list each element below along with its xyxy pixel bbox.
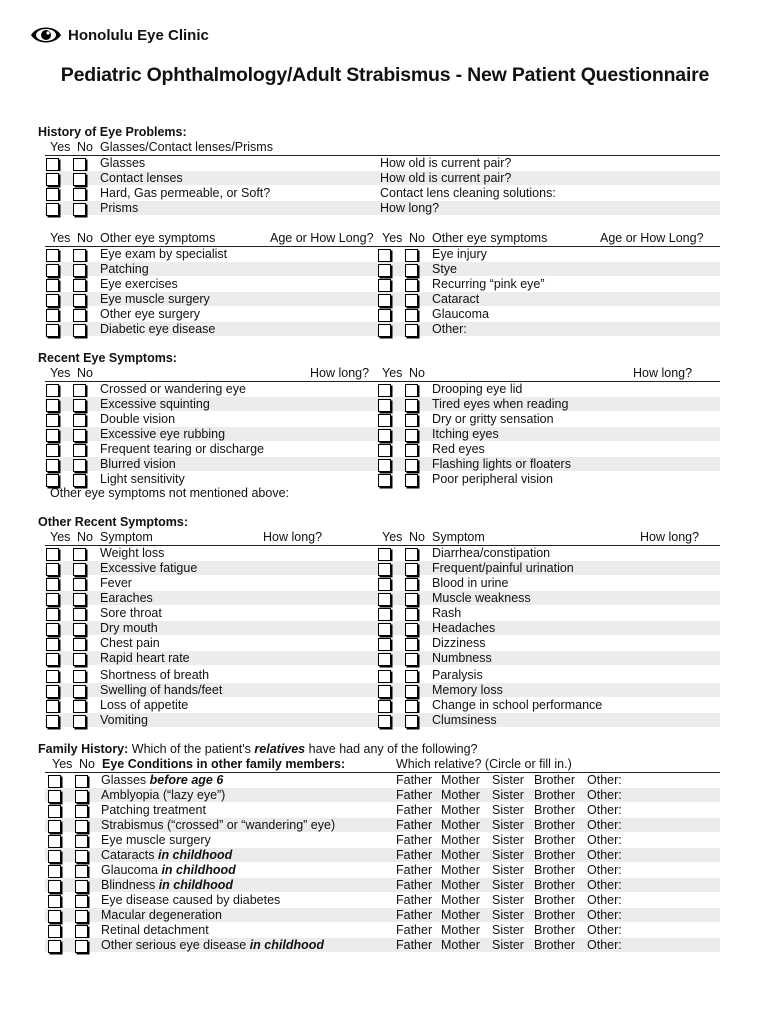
other-left-1-yes-checkbox[interactable]	[46, 563, 59, 576]
other-right-9-no-checkbox[interactable]	[405, 685, 418, 698]
relative-option[interactable]: Other:	[587, 848, 622, 862]
history-heading: History of Eye Problems:	[38, 125, 187, 139]
relative-option[interactable]: Brother	[534, 863, 575, 877]
family-condition-label: Eye disease caused by diabetes	[101, 893, 281, 907]
eye-symptom-left-1-no-checkbox[interactable]	[73, 264, 86, 277]
recent-symptom-label: Excessive eye rubbing	[100, 427, 226, 441]
other-left-10-yes-checkbox[interactable]	[46, 700, 59, 713]
history-0-yes-checkbox[interactable]	[46, 158, 59, 171]
family-11-no-checkbox[interactable]	[75, 940, 88, 953]
recent-heading: Recent Eye Symptoms:	[38, 351, 177, 365]
other-symptom-label: Frequent/painful urination	[432, 561, 574, 575]
eye-symptom-left-1-yes-checkbox[interactable]	[46, 264, 59, 277]
relative-option[interactable]: Father	[396, 788, 433, 802]
other-symptom-label: Vomiting	[100, 713, 148, 727]
family-1-yes-checkbox[interactable]	[48, 790, 61, 803]
yes-label: Yes	[382, 366, 403, 380]
other-right-0-no-checkbox[interactable]	[405, 548, 418, 561]
other-recent-heading: Other Recent Symptoms:	[38, 515, 189, 529]
family-condition-label: Glaucoma in childhood	[101, 863, 236, 877]
other-left-9-yes-checkbox[interactable]	[46, 685, 59, 698]
family-condition-label: Amblyopia (“lazy eye”)	[101, 788, 226, 802]
eye-symptom-right-1-no-checkbox[interactable]	[405, 264, 418, 277]
other-right-3-no-checkbox[interactable]	[405, 593, 418, 606]
relative-option[interactable]: Other:	[587, 863, 622, 877]
recent-symptom-label: Crossed or wandering eye	[100, 382, 246, 396]
recent-symptom-label: Drooping eye lid	[432, 382, 523, 396]
relative-option[interactable]: Mother	[441, 908, 480, 922]
eye-symptom-left-2-yes-checkbox[interactable]	[46, 279, 59, 292]
family-condition-label: Patching treatment	[101, 803, 206, 817]
recent-right-2-yes-checkbox[interactable]	[378, 414, 391, 427]
history-0-no-checkbox[interactable]	[73, 158, 86, 171]
other-right-1-yes-checkbox[interactable]	[378, 563, 391, 576]
recent-left-4-yes-checkbox[interactable]	[46, 444, 59, 457]
recent-right-5-no-checkbox[interactable]	[405, 459, 418, 472]
eye-symptom-right-3-no-checkbox[interactable]	[405, 294, 418, 307]
how-long-header: How long?	[633, 366, 693, 380]
other-symptoms-header: Other eye symptoms	[432, 231, 548, 245]
relative-option[interactable]: Other:	[587, 923, 622, 937]
other-right-6-no-checkbox[interactable]	[405, 638, 418, 651]
relative-option[interactable]: Father	[396, 803, 433, 817]
recent-right-0-no-checkbox[interactable]	[405, 384, 418, 397]
eye-symptom-right-5-no-checkbox[interactable]	[405, 324, 418, 337]
family-condition-label: Strabismus (“crossed” or “wandering” eye)	[101, 818, 336, 832]
family-4-no-checkbox[interactable]	[75, 835, 88, 848]
relative-option[interactable]: Other:	[587, 878, 622, 892]
no-label: No	[409, 366, 425, 380]
eye-symptom-label: Other eye surgery	[100, 307, 201, 321]
age-how-long-header: Age or How Long?	[600, 231, 704, 245]
eye-symptom-label: Glaucoma	[432, 307, 489, 321]
recent-symptom-label: Double vision	[100, 412, 176, 426]
eye-symptom-left-0-yes-checkbox[interactable]	[46, 249, 59, 262]
other-right-6-yes-checkbox[interactable]	[378, 638, 391, 651]
symptom-header: Symptom	[100, 530, 153, 544]
other-right-0-yes-checkbox[interactable]	[378, 548, 391, 561]
recent-right-0-yes-checkbox[interactable]	[378, 384, 391, 397]
age-how-long-header: Age or How Long?	[270, 231, 374, 245]
family-7-yes-checkbox[interactable]	[48, 880, 61, 893]
recent-left-2-yes-checkbox[interactable]	[46, 414, 59, 427]
other-symptom-label: Paralysis	[432, 668, 483, 682]
relative-option[interactable]: Father	[396, 893, 433, 907]
page-title: Pediatric Ophthalmology/Adult Strabismus - New Patient Questionnaire	[60, 64, 710, 86]
recent-left-1-yes-checkbox[interactable]	[46, 399, 59, 412]
family-6-no-checkbox[interactable]	[75, 865, 88, 878]
history-item-label: Prisms	[100, 201, 139, 215]
relative-option[interactable]: Other:	[587, 788, 622, 802]
recent-left-5-yes-checkbox[interactable]	[46, 459, 59, 472]
yes-label: Yes	[382, 231, 403, 245]
recent-symptom-label: Tired eyes when reading	[432, 397, 569, 411]
other-symptom-label: Muscle weakness	[432, 591, 531, 605]
recent-right-3-no-checkbox[interactable]	[405, 429, 418, 442]
family-condition-label: Retinal detachment	[101, 923, 209, 937]
eye-symptom-label: Other:	[432, 322, 467, 336]
other-left-8-yes-checkbox[interactable]	[46, 670, 59, 683]
relative-option[interactable]: Other:	[587, 893, 622, 907]
other-right-8-yes-checkbox[interactable]	[378, 670, 391, 683]
other-right-1-no-checkbox[interactable]	[405, 563, 418, 576]
family-0-yes-checkbox[interactable]	[48, 775, 61, 788]
no-label: No	[79, 757, 95, 771]
relative-option[interactable]: Mother	[441, 818, 480, 832]
relative-option[interactable]: Sister	[492, 773, 524, 787]
eye-symptom-left-4-no-checkbox[interactable]	[73, 309, 86, 322]
relative-option[interactable]: Other:	[587, 908, 622, 922]
family-condition-label: Cataracts in childhood	[101, 848, 233, 862]
family-condition-label: Eye muscle surgery	[101, 833, 211, 847]
family-question: Family History: Which of the patient's relatives have had any of the following?	[38, 742, 478, 756]
relative-option[interactable]: Mother	[441, 833, 480, 847]
no-label: No	[77, 366, 93, 380]
recent-left-0-no-checkbox[interactable]	[73, 384, 86, 397]
relative-header: Which relative? (Circle or fill in.)	[396, 757, 572, 771]
eye-symptom-left-2-no-checkbox[interactable]	[73, 279, 86, 292]
history-item-note: How long?	[380, 201, 440, 215]
other-left-11-no-checkbox[interactable]	[73, 715, 86, 728]
family-5-yes-checkbox[interactable]	[48, 850, 61, 863]
other-symptom-label: Dry mouth	[100, 621, 158, 635]
family-3-yes-checkbox[interactable]	[48, 820, 61, 833]
eye-symptom-left-3-yes-checkbox[interactable]	[46, 294, 59, 307]
recent-symptom-label: Flashing lights or floaters	[432, 457, 571, 471]
family-11-yes-checkbox[interactable]	[48, 940, 61, 953]
relative-option[interactable]: Sister	[492, 833, 524, 847]
relative-option[interactable]: Mother	[441, 788, 480, 802]
eye-symptom-right-0-yes-checkbox[interactable]	[378, 249, 391, 262]
recent-symptom-label: Dry or gritty sensation	[432, 412, 554, 426]
recent-right-3-yes-checkbox[interactable]	[378, 429, 391, 442]
other-right-4-no-checkbox[interactable]	[405, 608, 418, 621]
family-condition-label: Glasses before age 6	[101, 773, 224, 787]
relative-option[interactable]: Brother	[534, 878, 575, 892]
eye-symptom-label: Patching	[100, 262, 149, 276]
recent-symptom-label: Frequent tearing or discharge	[100, 442, 264, 456]
other-right-4-yes-checkbox[interactable]	[378, 608, 391, 621]
relative-option[interactable]: Mother	[441, 923, 480, 937]
no-label: No	[77, 530, 93, 544]
history-item-label: Contact lenses	[100, 171, 183, 185]
family-2-yes-checkbox[interactable]	[48, 805, 61, 818]
other-right-10-yes-checkbox[interactable]	[378, 700, 391, 713]
glasses-subheading: Glasses/Contact lenses/Prisms	[100, 140, 273, 154]
recent-right-4-no-checkbox[interactable]	[405, 444, 418, 457]
other-symptom-label: Weight loss	[100, 546, 165, 560]
family-10-no-checkbox[interactable]	[75, 925, 88, 938]
recent-right-6-yes-checkbox[interactable]	[378, 474, 391, 487]
other-right-2-no-checkbox[interactable]	[405, 578, 418, 591]
eye-symptom-label: Eye muscle surgery	[100, 292, 210, 306]
history-3-no-checkbox[interactable]	[73, 203, 86, 216]
other-right-7-yes-checkbox[interactable]	[378, 653, 391, 666]
other-symptom-label: Chest pain	[100, 636, 160, 650]
other-left-5-no-checkbox[interactable]	[73, 623, 86, 636]
eye-symptom-label: Eye exercises	[100, 277, 178, 291]
eye-symptom-label: Stye	[432, 262, 458, 276]
relative-option[interactable]: Father	[396, 848, 433, 862]
family-8-no-checkbox[interactable]	[75, 895, 88, 908]
eye-symptom-right-2-yes-checkbox[interactable]	[378, 279, 391, 292]
other-symptom-label: Clumsiness	[432, 713, 497, 727]
recent-symptom-label: Blurred vision	[100, 457, 176, 471]
other-symptom-label: Headaches	[432, 621, 496, 635]
family-6-yes-checkbox[interactable]	[48, 865, 61, 878]
no-label: No	[409, 231, 425, 245]
relative-option[interactable]: Other:	[587, 803, 622, 817]
other-left-7-yes-checkbox[interactable]	[46, 653, 59, 666]
recent-symptom-label: Light sensitivity	[100, 472, 185, 486]
other-symptom-label: Memory loss	[432, 683, 503, 697]
relative-option[interactable]: Brother	[534, 833, 575, 847]
eye-symptom-left-0-no-checkbox[interactable]	[73, 249, 86, 262]
relative-option[interactable]: Brother	[534, 788, 575, 802]
how-long-header: How long?	[310, 366, 370, 380]
relative-option[interactable]: Sister	[492, 908, 524, 922]
other-right-8-no-checkbox[interactable]	[405, 670, 418, 683]
relative-option[interactable]: Mother	[441, 803, 480, 817]
other-left-5-yes-checkbox[interactable]	[46, 623, 59, 636]
recent-left-2-no-checkbox[interactable]	[73, 414, 86, 427]
clinic-logo	[30, 22, 209, 48]
relative-option[interactable]: Other:	[587, 833, 622, 847]
eye-symptom-label: Eye injury	[432, 247, 487, 261]
eye-symptom-left-3-no-checkbox[interactable]	[73, 294, 86, 307]
relative-option[interactable]: Sister	[492, 863, 524, 877]
other-right-2-yes-checkbox[interactable]	[378, 578, 391, 591]
recent-left-3-yes-checkbox[interactable]	[46, 429, 59, 442]
other-symptom-label: Rapid heart rate	[100, 651, 190, 665]
eye-symptom-right-4-no-checkbox[interactable]	[405, 309, 418, 322]
relative-option[interactable]: Sister	[492, 923, 524, 937]
relative-option[interactable]: Sister	[492, 818, 524, 832]
other-left-7-no-checkbox[interactable]	[73, 653, 86, 666]
yes-label: Yes	[50, 140, 71, 154]
other-left-8-no-checkbox[interactable]	[73, 670, 86, 683]
recent-left-1-no-checkbox[interactable]	[73, 399, 86, 412]
relative-option[interactable]: Father	[396, 773, 433, 787]
recent-left-0-yes-checkbox[interactable]	[46, 384, 59, 397]
other-left-3-yes-checkbox[interactable]	[46, 593, 59, 606]
family-0-no-checkbox[interactable]	[75, 775, 88, 788]
relative-option[interactable]: Brother	[534, 893, 575, 907]
recent-right-1-no-checkbox[interactable]	[405, 399, 418, 412]
family-condition-label: Macular degeneration	[101, 908, 222, 922]
relative-option[interactable]: Father	[396, 833, 433, 847]
recent-right-5-yes-checkbox[interactable]	[378, 459, 391, 472]
other-right-3-yes-checkbox[interactable]	[378, 593, 391, 606]
other-symptom-label: Fever	[100, 576, 132, 590]
relative-option[interactable]: Father	[396, 878, 433, 892]
other-right-11-yes-checkbox[interactable]	[378, 715, 391, 728]
history-3-yes-checkbox[interactable]	[46, 203, 59, 216]
recent-right-6-no-checkbox[interactable]	[405, 474, 418, 487]
recent-left-5-no-checkbox[interactable]	[73, 459, 86, 472]
family-2-no-checkbox[interactable]	[75, 805, 88, 818]
other-symptom-label: Diarrhea/constipation	[432, 546, 551, 560]
yes-label: Yes	[50, 530, 71, 544]
relative-option[interactable]: Mother	[441, 878, 480, 892]
yes-label: Yes	[382, 530, 403, 544]
relative-option[interactable]: Brother	[534, 923, 575, 937]
yes-label: Yes	[50, 366, 71, 380]
relative-option[interactable]: Sister	[492, 878, 524, 892]
other-left-2-no-checkbox[interactable]	[73, 578, 86, 591]
recent-symptom-label: Red eyes	[432, 442, 485, 456]
other-left-6-yes-checkbox[interactable]	[46, 638, 59, 651]
other-right-10-no-checkbox[interactable]	[405, 700, 418, 713]
recent-left-3-no-checkbox[interactable]	[73, 429, 86, 442]
other-symptom-label: Rash	[432, 606, 462, 620]
other-left-10-no-checkbox[interactable]	[73, 700, 86, 713]
family-heading: Family History:	[38, 742, 129, 756]
other-left-2-yes-checkbox[interactable]	[46, 578, 59, 591]
other-left-4-yes-checkbox[interactable]	[46, 608, 59, 621]
other-symptoms-note: Other eye symptoms not mentioned above:	[50, 486, 290, 500]
relative-option[interactable]: Brother	[534, 803, 575, 817]
relative-option[interactable]: Sister	[492, 938, 524, 952]
relative-option[interactable]: Sister	[492, 788, 524, 802]
history-item-note: Contact lens cleaning solutions:	[380, 186, 556, 200]
family-condition-label: Other serious eye disease in childhood	[101, 938, 324, 952]
history-1-yes-checkbox[interactable]	[46, 173, 59, 186]
other-symptom-label: Blood in urine	[432, 576, 509, 590]
eye-symptom-right-1-yes-checkbox[interactable]	[378, 264, 391, 277]
eye-symptom-right-3-yes-checkbox[interactable]	[378, 294, 391, 307]
relative-option[interactable]: Other:	[587, 773, 622, 787]
relative-option[interactable]: Brother	[534, 908, 575, 922]
family-3-no-checkbox[interactable]	[75, 820, 88, 833]
history-2-yes-checkbox[interactable]	[46, 188, 59, 201]
other-symptom-label: Sore throat	[100, 606, 162, 620]
other-symptom-label: Numbness	[432, 651, 492, 665]
relative-option[interactable]: Brother	[534, 938, 575, 952]
recent-right-4-yes-checkbox[interactable]	[378, 444, 391, 457]
other-left-4-no-checkbox[interactable]	[73, 608, 86, 621]
family-condition-label: Blindness in childhood	[101, 878, 233, 892]
other-symptom-label: Swelling of hands/feet	[100, 683, 223, 697]
recent-right-1-yes-checkbox[interactable]	[378, 399, 391, 412]
other-left-9-no-checkbox[interactable]	[73, 685, 86, 698]
history-item-label: Hard, Gas permeable, or Soft?	[100, 186, 271, 200]
no-label: No	[77, 231, 93, 245]
relative-option[interactable]: Brother	[534, 848, 575, 862]
clinic-name: Honolulu Eye Clinic	[68, 26, 209, 44]
eye-symptom-right-5-yes-checkbox[interactable]	[378, 324, 391, 337]
other-right-7-no-checkbox[interactable]	[405, 653, 418, 666]
other-left-0-yes-checkbox[interactable]	[46, 548, 59, 561]
history-2-no-checkbox[interactable]	[73, 188, 86, 201]
history-item-label: Glasses	[100, 156, 146, 170]
family-5-no-checkbox[interactable]	[75, 850, 88, 863]
eye-symptom-label: Diabetic eye disease	[100, 322, 216, 336]
relative-option[interactable]: Father	[396, 923, 433, 937]
other-right-9-yes-checkbox[interactable]	[378, 685, 391, 698]
other-right-11-no-checkbox[interactable]	[405, 715, 418, 728]
relative-option[interactable]: Mother	[441, 863, 480, 877]
other-symptoms-header: Other eye symptoms	[100, 231, 216, 245]
relative-option[interactable]: Mother	[441, 893, 480, 907]
family-7-no-checkbox[interactable]	[75, 880, 88, 893]
family-8-yes-checkbox[interactable]	[48, 895, 61, 908]
relative-option[interactable]: Sister	[492, 893, 524, 907]
other-left-6-no-checkbox[interactable]	[73, 638, 86, 651]
how-long-header: How long?	[263, 530, 323, 544]
recent-right-2-no-checkbox[interactable]	[405, 414, 418, 427]
relative-option[interactable]: Mother	[441, 773, 480, 787]
relative-option[interactable]: Mother	[441, 848, 480, 862]
relative-option[interactable]: Father	[396, 818, 433, 832]
other-symptom-label: Earaches	[100, 591, 153, 605]
other-symptom-label: Excessive fatigue	[100, 561, 198, 575]
symptom-header: Symptom	[432, 530, 485, 544]
how-long-header: How long?	[640, 530, 700, 544]
history-1-no-checkbox[interactable]	[73, 173, 86, 186]
other-right-5-no-checkbox[interactable]	[405, 623, 418, 636]
relative-option[interactable]: Father	[396, 908, 433, 922]
other-left-11-yes-checkbox[interactable]	[46, 715, 59, 728]
history-item-note: How old is current pair?	[380, 171, 512, 185]
eye-symptom-label: Eye exam by specialist	[100, 247, 228, 261]
eye-symptom-left-5-yes-checkbox[interactable]	[46, 324, 59, 337]
history-item-note: How old is current pair?	[380, 156, 512, 170]
relative-option[interactable]: Sister	[492, 803, 524, 817]
other-symptom-label: Loss of appetite	[100, 698, 189, 712]
family-1-no-checkbox[interactable]	[75, 790, 88, 803]
eye-symptom-right-2-no-checkbox[interactable]	[405, 279, 418, 292]
relative-option[interactable]: Mother	[441, 938, 480, 952]
eye-icon	[30, 22, 62, 48]
eye-symptom-label: Cataract	[432, 292, 480, 306]
recent-left-4-no-checkbox[interactable]	[73, 444, 86, 457]
other-symptom-label: Dizziness	[432, 636, 486, 650]
other-symptom-label: Change in school performance	[432, 698, 603, 712]
eye-symptom-left-5-no-checkbox[interactable]	[73, 324, 86, 337]
other-right-5-yes-checkbox[interactable]	[378, 623, 391, 636]
eye-symptom-left-4-yes-checkbox[interactable]	[46, 309, 59, 322]
eye-symptom-right-4-yes-checkbox[interactable]	[378, 309, 391, 322]
relative-option[interactable]: Other:	[587, 938, 622, 952]
relative-option[interactable]: Sister	[492, 848, 524, 862]
other-left-3-no-checkbox[interactable]	[73, 593, 86, 606]
family-9-no-checkbox[interactable]	[75, 910, 88, 923]
relative-option[interactable]: Father	[396, 863, 433, 877]
other-left-0-no-checkbox[interactable]	[73, 548, 86, 561]
family-9-yes-checkbox[interactable]	[48, 910, 61, 923]
other-left-1-no-checkbox[interactable]	[73, 563, 86, 576]
recent-symptom-label: Itching eyes	[432, 427, 499, 441]
recent-symptom-label: Poor peripheral vision	[432, 472, 553, 486]
other-symptom-label: Shortness of breath	[100, 668, 210, 682]
relative-option[interactable]: Other:	[587, 818, 622, 832]
recent-symptom-label: Excessive squinting	[100, 397, 210, 411]
no-label: No	[77, 140, 93, 154]
relative-option[interactable]: Father	[396, 938, 433, 952]
no-label: No	[409, 530, 425, 544]
eye-symptom-label: Recurring “pink eye”	[432, 277, 545, 291]
conditions-header: Eye Conditions in other family members:	[102, 757, 346, 771]
eye-symptom-right-0-no-checkbox[interactable]	[405, 249, 418, 262]
yes-label: Yes	[50, 231, 71, 245]
family-10-yes-checkbox[interactable]	[48, 925, 61, 938]
relative-option[interactable]: Brother	[534, 773, 575, 787]
yes-label: Yes	[52, 757, 73, 771]
family-4-yes-checkbox[interactable]	[48, 835, 61, 848]
relative-option[interactable]: Brother	[534, 818, 575, 832]
